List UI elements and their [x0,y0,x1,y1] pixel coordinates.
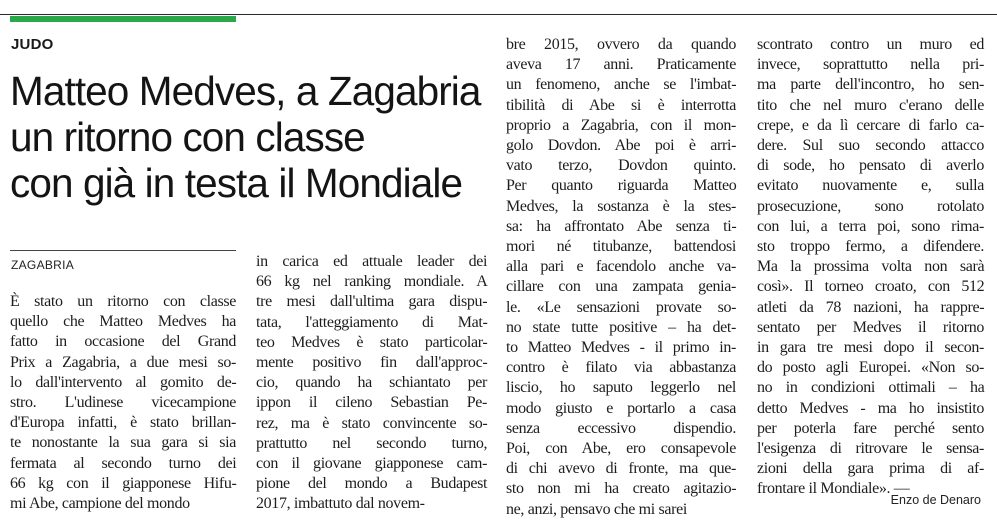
text-line: fermata al secondo turno dei [10,454,237,472]
text-line: evitato nuovamente e, sulla [757,177,984,195]
text-line: sa: ha affrontato Abe senza ti- [506,217,737,235]
text-line: tata, l'atteggiamento di Mat- [256,313,488,331]
text-line: lo dall'intervento al gomito de- [10,373,237,391]
text-line: invece, soprattutto nella pri- [757,56,984,74]
text-line: 66 kg nel ranking mondiale. A [256,273,488,291]
article-column-3 [506,35,736,520]
text-line: le. «Le sensazioni provate so- [506,298,737,316]
article-column-2 [256,252,487,515]
section-label: JUDO [11,36,54,53]
text-line: dere. Sul suo secondo attacco [757,137,984,155]
text-line: di sode, ho pensato di averlo [757,157,984,175]
headline-line: Matteo Medves, a Zagabria [10,68,481,114]
text-line: rez, ma è stato convincente so- [256,414,488,432]
text-line: l'esigenza di ritrovare le sensa- [757,440,984,458]
text-line: liscio, ho saputo leggerlo nel [506,379,736,397]
article-column-4 [757,35,984,500]
text-line: in carica ed attuale leader dei [256,253,488,270]
text-line: Prix a Zagabria, a due mesi so- [10,353,236,371]
text-line: stro. L'udinese vicecampione [10,394,236,412]
text-line: sto troppo fermo, a difendere. [757,238,984,256]
text-line: zioni della gara prima di af- [757,460,984,478]
text-line: con il giovane giapponese cam- [256,455,488,473]
text-line: to Matteo Medves - il primo in- [506,339,736,357]
dateline-rule [10,250,236,251]
text-line: così». Il torneo croato, con 512 [757,278,985,296]
text-line: Poi, con Abe, ero consapevole [506,440,736,458]
text-line: di chi avevo di fronte, ma que- [506,460,736,478]
text-line: crepe, e da lì cercare di farlo ca- [757,116,984,134]
text-line: sentato per Medves il ritorno [757,318,984,336]
text-line: do posto agli Europei. «Non so- [757,359,984,377]
text-line: scontrato contro un muro ed [757,36,984,53]
text-line: contro è filato via abbastanza [506,359,736,377]
text-line: in gara tre mesi dopo il secon- [757,339,984,357]
text-line: mente positivo fin dall'approc- [256,354,488,372]
text-line: Per quanto riguarda Matteo [506,177,737,195]
text-line: con lui, a terra poi, sono rima- [757,217,984,235]
text-line: cillare con una zampata genia- [506,278,736,296]
text-line: sto non mi ha creato agitazio- [506,480,737,498]
text-line: aveva 17 anni. Praticamente [506,56,736,74]
text-line: teo Medves è stato particolar- [256,333,488,351]
author-signature: Enzo de Denaro [890,493,981,507]
text-line: no state tutte positive – ha det- [506,318,736,336]
text-line: modo giusto e portarlo a casa [506,399,736,417]
text-line: tibilità di Abe si è interrotta [506,96,736,114]
text-line: 66 kg con il giapponese Hifu- [10,474,237,492]
text-line: detto Medves - ma ho insistito [757,399,984,417]
headline-line: con già in testa il Mondiale [10,160,463,206]
text-line: mori né titubanze, battendosi [506,238,736,256]
text-line: cio, quando ha schiantato per [256,374,487,392]
text-line: ma parte dell'incontro, ho sen- [757,76,984,94]
text-line: te nonostante la sua gara si sia [10,434,236,452]
text-line: 2017, imbattuto dal novem- [256,495,425,513]
text-line: tito che nel muro c'erano delle [757,96,984,114]
text-line: un fenomeno, anche se l'imbat- [506,76,737,94]
text-line: proprio a Zagabria, con il mon- [506,116,736,134]
text-line: vato terzo, Dovdon quinto. [506,157,736,175]
text-line: Medves, la sostanza è la stes- [506,197,736,215]
text-line: È stato un ritorno con classe [10,293,236,310]
headline-line: un ritorno con classe [10,114,365,160]
text-line: senza eccessivo dispendio. [506,419,736,437]
text-line: bre 2015, ovvero da quando [506,36,736,53]
text-line: ne, anzi, pensavo che mi sarei [506,500,687,518]
text-line: fatto in occasione del Grand [10,333,236,351]
text-line: golo Dovdon. Abe poi è arri- [506,137,737,155]
text-line: prattutto nel secondo turno, [256,434,488,452]
text-line: per poterla fare perché sento [757,419,984,437]
text-line: frontare il Mondiale». — [757,480,910,498]
text-line: pione del mondo a Budapest [256,475,488,493]
text-line: mi Abe, campione del mondo [10,495,190,513]
section-color-bar [10,16,236,22]
text-line: d'Europa infatti, è stato brillan- [10,414,236,432]
text-line: ippon il cileno Sebastian Pe- [256,394,487,412]
text-line: alla pari e facendolo anche va- [506,258,737,276]
text-line: prosecuzione, sono rotolato [757,197,984,215]
text-line: atleti da 78 nazioni, ha rappre- [757,298,985,316]
text-line: tre mesi dall'ultima gara dispu- [256,293,488,311]
headline [10,68,490,206]
article-column-1 [10,292,236,514]
text-line: quello che Matteo Medves ha [10,313,236,331]
top-rule [0,14,997,15]
text-line: no in condizioni ottimali – ha [757,379,985,397]
dateline: ZAGABRIA [11,258,75,272]
text-line: Ma la prossima volta non sarà [757,258,985,276]
